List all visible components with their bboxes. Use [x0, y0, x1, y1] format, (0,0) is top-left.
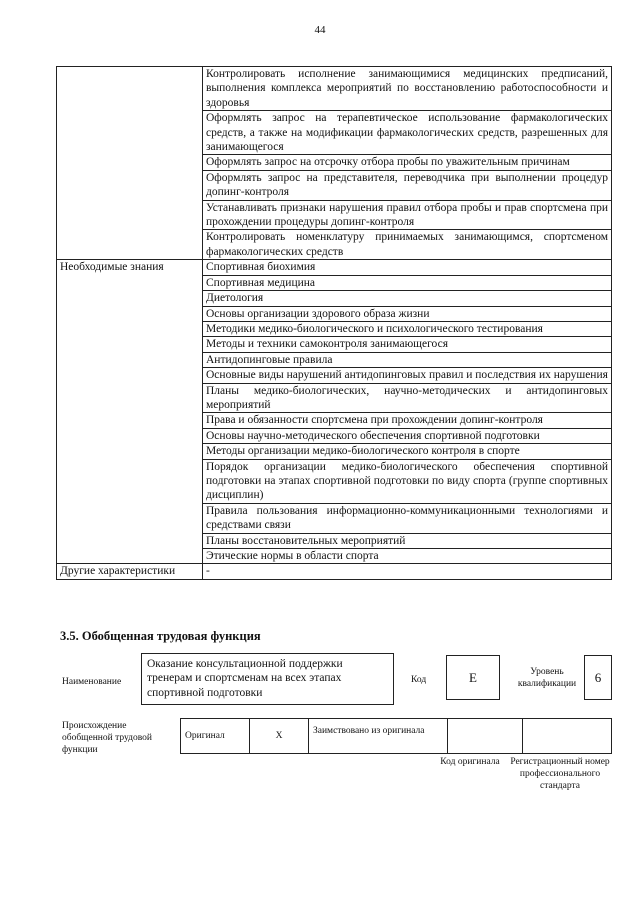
table-row [57, 67, 612, 111]
origin-table [180, 718, 612, 754]
qualification-level-label: Уровень квалификации [517, 667, 577, 689]
skill-item: Оформлять запрос на терапевтическое использование фармакологических средств, а также на модификации фармакологических средств, разрешенных для занимающегося [203, 111, 612, 155]
reg-number-cell [523, 719, 612, 754]
qualification-level-box: 6 [584, 655, 612, 700]
borrowed-label: Заимствовано из оригинала [309, 719, 448, 754]
skill-item: Контролировать исполнение занимающимися медицинских предписаний, выполнения комплекса мероприятий по восстановлению работоспособности и здоровья [203, 67, 612, 111]
knowledge-item: Диетология [203, 291, 612, 306]
code-original-label: Код оригинала [440, 757, 500, 767]
knowledge-item: Спортивная биохимия [203, 260, 612, 275]
knowledge-label: Необходимые знания [57, 260, 203, 564]
knowledge-item: Планы медико-биологических, научно-методических и антидопинговых мероприятий [203, 383, 612, 413]
table-row [57, 260, 612, 275]
knowledge-item: Основы научно-методического обеспечения спортивной подготовки [203, 428, 612, 443]
table-row [181, 719, 612, 754]
table-row [57, 564, 612, 579]
skill-item: Устанавливать признаки нарушения правил отбора пробы и прав спортсмена при прохождении процедуры допинг-контроля [203, 200, 612, 230]
page-number: 44 [314, 24, 326, 36]
skill-item: Контролировать номенклатуру принимаемых занимающимся, спортсменом фармакологических средств [203, 230, 612, 260]
knowledge-item: Основные виды нарушений антидопинговых правил и последствия их нарушения [203, 368, 612, 383]
code-value-box: Е [446, 655, 500, 700]
other-characteristics-label: Другие характеристики [57, 564, 203, 579]
knowledge-item: Порядок организации медико-биологического обеспечения спортивной подготовки на этапах спортивной подготовки по виду спорта (группе спортивных дисциплин) [203, 459, 612, 503]
skill-item: Оформлять запрос на представителя, переводчика при выполнении процедур допинг-контроля [203, 170, 612, 200]
skills-knowledge-table [56, 66, 612, 580]
skill-item: Оформлять запрос на отсрочку отбора пробы по уважительным причинам [203, 155, 612, 170]
code-original-cell [448, 719, 523, 754]
reg-number-label: Регистрационный номер профессионального стандарта [510, 757, 610, 791]
knowledge-item: Правила пользования информационно-коммуникационными технологиями и средствами связи [203, 503, 612, 533]
knowledge-item: Права и обязанности спортсмена при прохождении допинг-контроля [203, 413, 612, 428]
knowledge-item: Планы восстановительных мероприятий [203, 533, 612, 548]
function-name-box: Оказание консультационной поддержки тренерам и спортсменам на всех этапах спортивной подготовки [141, 653, 394, 705]
original-label: Оригинал [181, 719, 250, 754]
name-label: Наименование [62, 677, 122, 687]
knowledge-item: Методы организации медико-биологического контроля в спорте [203, 444, 612, 459]
knowledge-item: Методики медико-биологического и психологического тестирования [203, 321, 612, 336]
knowledge-item: Этические нормы в области спорта [203, 549, 612, 564]
knowledge-item: Методы и техники самоконтроля занимающегося [203, 337, 612, 352]
knowledge-item: Антидопинговые правила [203, 352, 612, 367]
code-label: Код [411, 675, 427, 685]
section-title: 3.5. Обобщенная трудовая функция [60, 629, 261, 643]
other-characteristics-value: - [203, 564, 612, 579]
knowledge-item: Основы организации здорового образа жизни [203, 306, 612, 321]
origin-label: Происхождение обобщенной трудовой функции [62, 721, 152, 755]
original-mark: Х [250, 719, 309, 754]
knowledge-item: Спортивная медицина [203, 275, 612, 290]
empty-label-cell [57, 67, 203, 260]
